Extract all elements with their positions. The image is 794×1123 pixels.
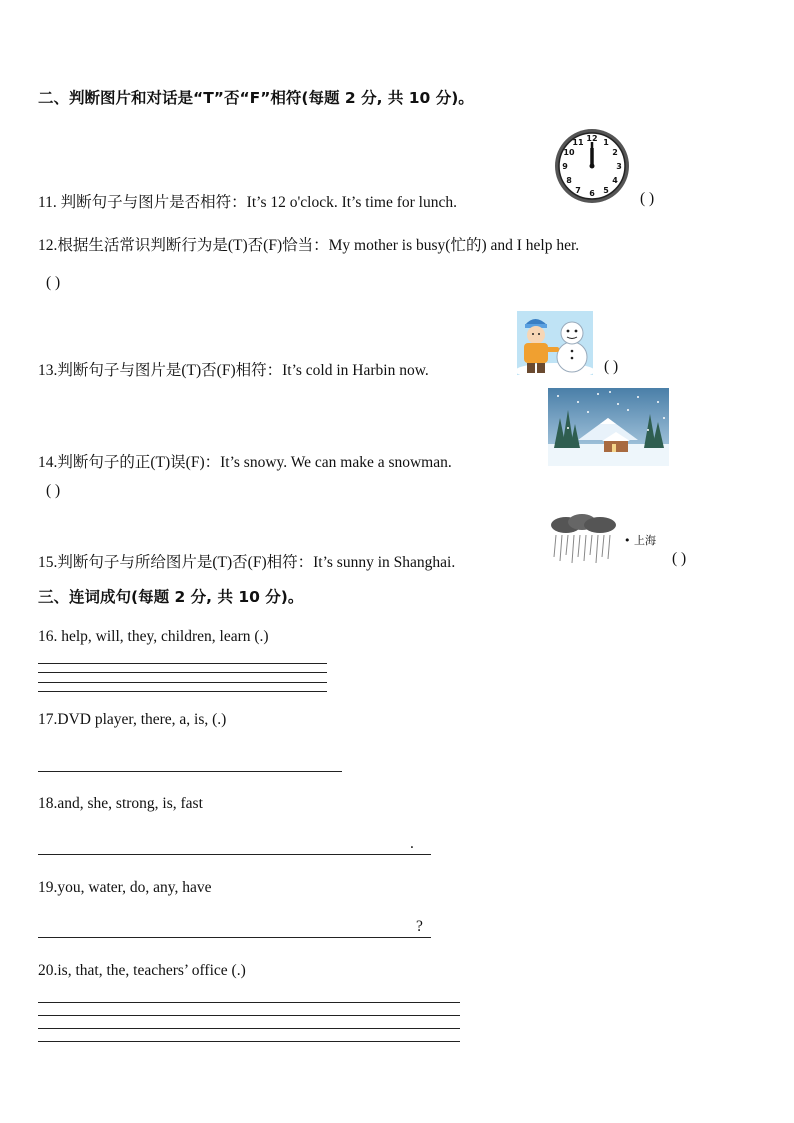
question-16: 16. help, will, they, children, learn (.) — [38, 628, 269, 645]
answer-line-20[interactable] — [38, 1015, 460, 1016]
section-3-heading: 三、连词成句(每题 2 分, 共 10 分)。 — [38, 588, 304, 606]
question-14: 14.判断句子的正(T)误(F)：It’s snowy. We can make a snowman. — [38, 454, 452, 471]
svg-text:12: 12 — [586, 134, 598, 143]
answer-line-16[interactable] — [38, 672, 327, 673]
question-15: 15.判断句子与所给图片是(T)否(F)相符：It’s sunny in Shanghai. — [38, 554, 456, 571]
section-2-heading: 二、判断图片和对话是“T”否“F”相符(每题 2 分, 共 10 分)。 — [38, 89, 474, 107]
clock-icon — [552, 126, 632, 206]
question-19: 19.you, water, do, any, have — [38, 879, 212, 896]
question-13: 13.判断句子与图片是(T)否(F)相符：It’s cold in Harbin now. — [38, 362, 429, 379]
answer-paren-11[interactable]: ( ) — [640, 190, 655, 207]
svg-text:2: 2 — [612, 148, 618, 157]
answer-line-16[interactable] — [38, 663, 327, 664]
svg-text:10: 10 — [563, 148, 575, 157]
rain-location-label: • 上海 — [624, 534, 656, 547]
question-11: 11. 判断句子与图片是否相符：It’s 12 o'clock. It’s time for lunch. — [38, 194, 457, 211]
answer-line-18[interactable] — [38, 854, 431, 855]
question-17: 17.DVD player, there, a, is, (.) — [38, 711, 227, 728]
svg-text:11: 11 — [572, 138, 584, 147]
svg-text:9: 9 — [562, 162, 568, 171]
answer-line-20[interactable] — [38, 1041, 460, 1042]
end-punct-18: . — [410, 835, 414, 852]
boy-snowman-icon — [517, 311, 593, 375]
snowy-landscape-icon — [548, 388, 669, 466]
svg-text:6: 6 — [589, 189, 595, 198]
answer-line-20[interactable] — [38, 1002, 460, 1003]
answer-line-16[interactable] — [38, 691, 327, 692]
answer-line-19[interactable] — [38, 937, 431, 938]
svg-text:7: 7 — [575, 186, 581, 195]
question-20: 20.is, that, the, teachers’ office (.) — [38, 962, 246, 979]
answer-line-16[interactable] — [38, 682, 327, 683]
svg-text:4: 4 — [612, 176, 618, 185]
svg-text:8: 8 — [566, 176, 572, 185]
svg-text:3: 3 — [616, 162, 622, 171]
end-punct-19: ? — [416, 918, 423, 935]
answer-paren-13[interactable]: ( ) — [604, 358, 619, 375]
answer-paren-14[interactable]: ( ) — [46, 482, 61, 499]
question-12: 12.根据生活常识判断行为是(T)否(F)恰当：My mother is busy(忙的) and I help her. — [38, 237, 580, 254]
svg-text:5: 5 — [603, 186, 609, 195]
answer-line-17[interactable] — [38, 771, 342, 772]
svg-text:1: 1 — [603, 138, 609, 147]
answer-line-20[interactable] — [38, 1028, 460, 1029]
answer-paren-12[interactable]: ( ) — [46, 274, 61, 291]
rain-cloud-icon — [548, 513, 620, 567]
answer-paren-15[interactable]: ( ) — [672, 550, 687, 567]
question-18: 18.and, she, strong, is, fast — [38, 795, 203, 812]
